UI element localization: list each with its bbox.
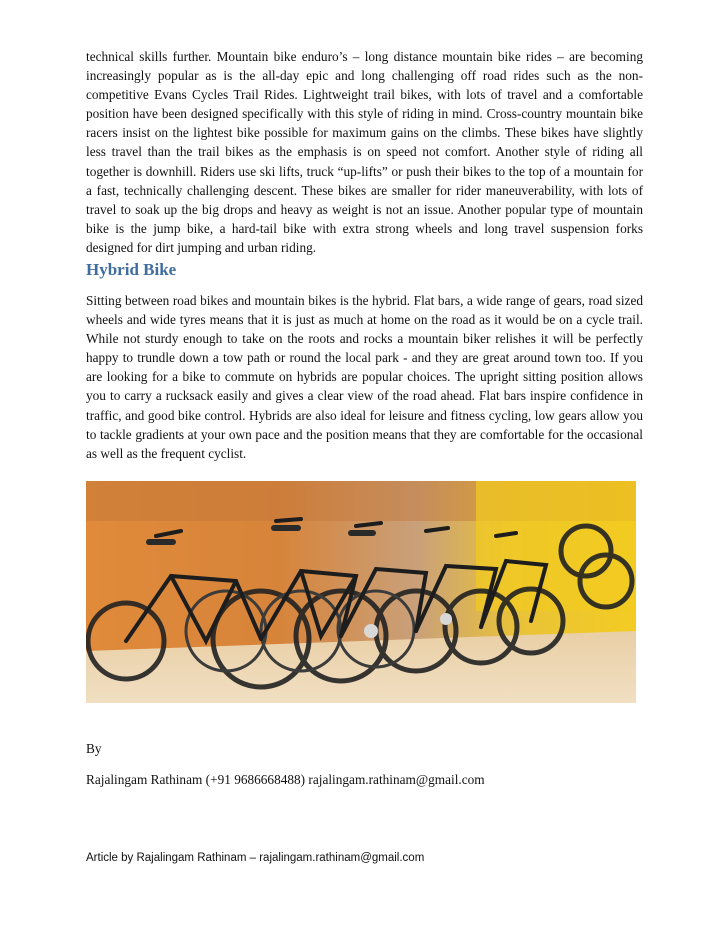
page-footer: Article by Rajalingam Rathinam – rajalingam.rathinam@gmail.com [86, 852, 425, 864]
bicycles-illustration [86, 481, 636, 703]
body-paragraph-mountain-bikes: technical skills further. Mountain bike enduro’s – long distance mountain bike rides – are becoming increasingly popular as is the all-day epic and long challenging off road rides such as the non-competitive Evans Cycles Trail Rides. Lightweight trail bikes, with lots of travel and a comfortable position have been designed specifically with this style of riding in mind. Cross-country mountain bike racers insist on the lightest bike possible for maximum gains on the climbs. These bikes have slightly less travel than the trail bikes as the emphasis is on speed not comfort. Another style of riding all together is downhill. Riders use ski lifts, truck “up-lifts” or push their bikes to the top of a mountain for a fast, technically challenging descent. These bikes are smaller for rider maneuverability, with lots of travel to soak up the big drops and heavy as weight is not an issue. Another popular type of mountain bike is the jump bike, a hard-tail bike with extra strong wheels and long travel suspension forks designed for dirt jumping and urban riding. [86, 49, 643, 255]
byline-label: By [86, 741, 102, 756]
author-contact: Rajalingam Rathinam (+91 9686668488) rajalingam.rathinam@gmail.com [86, 772, 485, 787]
body-paragraph-hybrid-bike: Sitting between road bikes and mountain bikes is the hybrid. Flat bars, a wide range of gears, road sized wheels and wide tyres means that it is just as much at home on the road as it would be on a cycle trail. While not sturdy enough to take on the roots and rocks a mountain biker relishes it will be perfectly happy to trundle down a tow path or round the local park - and they are great around town too. If you are looking for a bike to commute on hybrids are popular choices. The upright sitting position allows you to carry a rucksack easily and gives a clear view of the road ahead. Flat bars inspire confidence in traffic, and good bike control. Hybrids are also ideal for leisure and fitness cycling, low gears allow you to tackle gradients at your own pace and the position means that they are comfortable for the occasional as well as the frequent cyclist. [86, 293, 643, 461]
section-heading-hybrid-bike: Hybrid Bike [86, 260, 177, 279]
bicycles-photo [86, 481, 636, 703]
